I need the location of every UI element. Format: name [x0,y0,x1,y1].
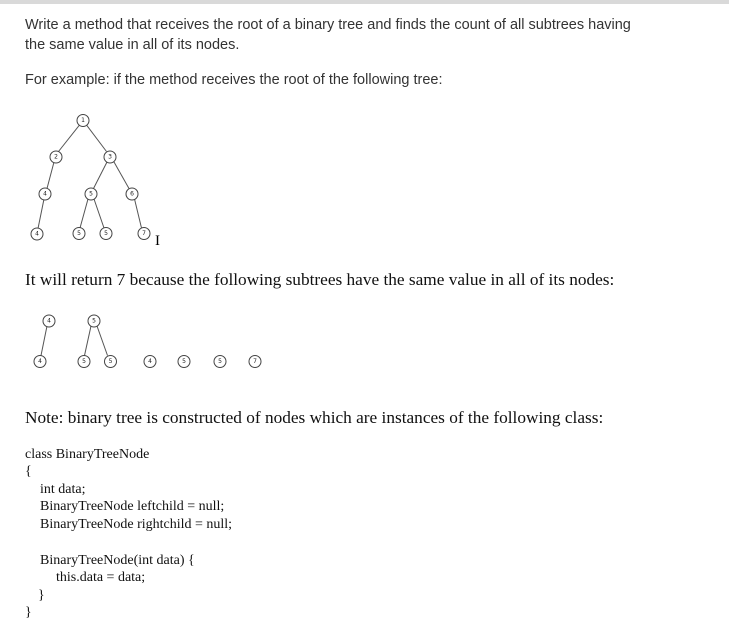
edge-s4 [41,326,47,356]
svg-text:5: 5 [182,358,186,365]
code-constructor: BinaryTreeNode(int data) { [40,553,195,568]
subtree-node [43,315,55,327]
svg-text:5: 5 [92,317,96,325]
subtree-node [249,356,261,368]
subtree-node [105,356,117,368]
note-text: Note: binary tree is constructed of nodes which are instances of the following class: [25,408,604,427]
result-text: It will return 7 because the following subtrees have the same value in all of its nodes: [25,270,615,289]
svg-text:5: 5 [82,358,86,365]
svg-text:3: 3 [108,153,112,161]
subtree-node [78,356,90,368]
svg-text:4: 4 [38,358,42,365]
svg-text:7: 7 [142,230,146,237]
example-text: For example: if the method receives the root of the following tree: [25,72,443,88]
svg-text:4: 4 [43,190,47,198]
svg-text:4: 4 [35,230,39,238]
code-field-data: int data; [40,482,86,497]
code-open-brace: { [25,464,32,479]
code-class-declaration: class BinaryTreeNode [25,447,150,462]
code-field-rightchild: BinaryTreeNode rightchild = null; [40,517,233,532]
svg-text:5: 5 [218,358,222,365]
svg-text:4: 4 [47,317,51,325]
subtree-node [178,356,190,368]
subtree-node [144,356,156,368]
svg-text:5: 5 [104,230,108,237]
svg-text:5: 5 [77,230,81,237]
subtree-node [214,356,226,368]
edge-s5-right [97,326,108,356]
text-cursor: I [155,233,160,249]
svg-text:5: 5 [108,358,113,365]
edge-s5-left [85,326,92,356]
subtree-node [34,356,46,368]
svg-text:7: 7 [253,358,257,365]
code-class-close: } [25,605,32,620]
svg-text:4: 4 [148,358,152,365]
svg-text:5: 5 [89,190,93,198]
code-assignment: this.data = data; [56,570,146,585]
intro-line-2: the same value in all of its nodes. [25,37,240,53]
subtree-edges [41,326,108,356]
subtree-node [88,315,100,327]
intro-line-1: Write a method that receives the root of a binary tree and finds the count of all subtrees having [25,17,631,33]
svg-text:6: 6 [130,190,134,198]
code-constructor-close: } [38,588,45,603]
svg-text:1: 1 [81,117,85,124]
svg-text:2: 2 [54,153,58,161]
code-field-leftchild: BinaryTreeNode leftchild = null; [40,499,225,514]
